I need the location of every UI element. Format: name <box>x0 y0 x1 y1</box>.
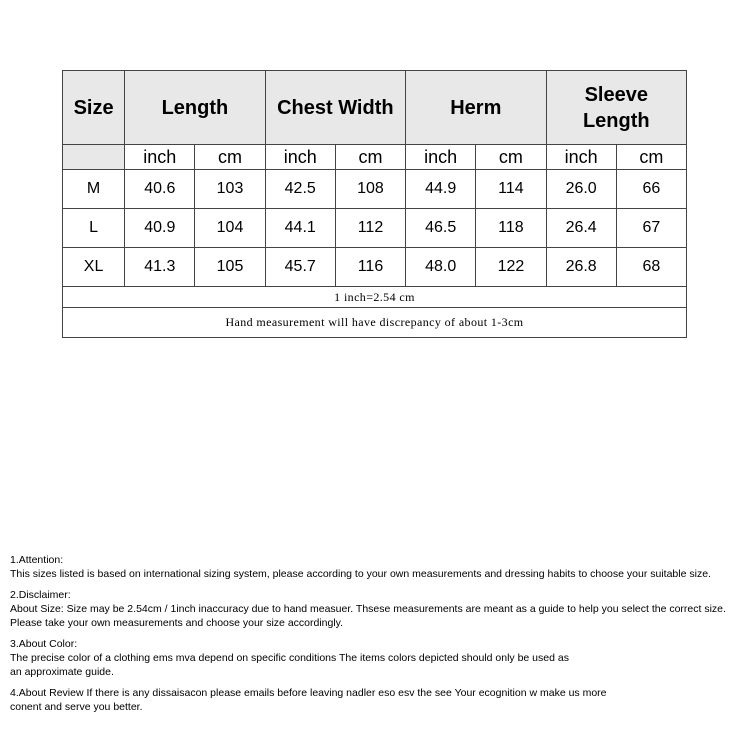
conversion-row <box>63 287 687 308</box>
unit-cell: cm <box>616 145 686 170</box>
value-cell: 41.3 <box>125 248 195 287</box>
attention-note <box>10 553 748 581</box>
size-cell: XL <box>63 248 125 287</box>
value-cell: 26.4 <box>546 209 616 248</box>
value-cell: 26.0 <box>546 170 616 209</box>
value-cell: 122 <box>476 248 546 287</box>
attention-text: This sizes listed is based on international sizing system, please according to your own measurements and dressing habits to choose your suitable size. <box>10 568 711 580</box>
unit-cell: inch <box>406 145 476 170</box>
unit-cell: inch <box>125 145 195 170</box>
size-cell: L <box>63 209 125 248</box>
header-length: Length <box>125 71 265 145</box>
unit-blank-cell <box>63 145 125 170</box>
unit-cell: cm <box>476 145 546 170</box>
size-chart-table <box>62 70 687 338</box>
value-cell: 67 <box>616 209 686 248</box>
value-cell: 104 <box>195 209 265 248</box>
value-cell: 40.6 <box>125 170 195 209</box>
review-note <box>10 686 748 714</box>
value-cell: 68 <box>616 248 686 287</box>
disclaimer-note <box>10 588 748 630</box>
table-row <box>63 170 687 209</box>
unit-cell: cm <box>195 145 265 170</box>
header-herm: Herm <box>406 71 546 145</box>
value-cell: 103 <box>195 170 265 209</box>
value-cell: 45.7 <box>265 248 335 287</box>
unit-cell: cm <box>335 145 405 170</box>
value-cell: 114 <box>476 170 546 209</box>
value-cell: 42.5 <box>265 170 335 209</box>
review-line: conent and serve you better. <box>10 701 143 713</box>
header-sleeve-length <box>546 71 686 145</box>
header-sleeve-line1: Sleeve <box>584 83 648 106</box>
value-cell: 108 <box>335 170 405 209</box>
conversion-note: 1 inch=2.54 cm <box>63 287 687 308</box>
value-cell: 40.9 <box>125 209 195 248</box>
table-row <box>63 248 687 287</box>
disclaimer-line: About Size: Size may be 2.54cm / 1inch inaccuracy due to hand measuer. Thsese measurements are meant as a guide to help you select the correct size. <box>10 603 726 615</box>
notes-section <box>10 553 748 721</box>
disclaimer-line: Please take your own measurements and choose your size accordingly. <box>10 617 344 629</box>
value-cell: 112 <box>335 209 405 248</box>
value-cell: 105 <box>195 248 265 287</box>
value-cell: 48.0 <box>406 248 476 287</box>
value-cell: 116 <box>335 248 405 287</box>
value-cell: 118 <box>476 209 546 248</box>
unit-cell: inch <box>546 145 616 170</box>
table-row <box>63 209 687 248</box>
unit-row <box>63 145 687 170</box>
value-cell: 66 <box>616 170 686 209</box>
header-chest-width: Chest Width <box>265 71 405 145</box>
review-line: 4.About Review If there is any dissaisacon please emails before leaving nadler eso esv the see Your ecognition w make us more <box>10 687 607 699</box>
value-cell: 44.9 <box>406 170 476 209</box>
value-cell: 26.8 <box>546 248 616 287</box>
value-cell: 46.5 <box>406 209 476 248</box>
header-sleeve-line2: Length <box>582 109 650 132</box>
disclaimer-title: 2.Disclaimer: <box>10 589 71 601</box>
header-row <box>63 71 687 145</box>
unit-cell: inch <box>265 145 335 170</box>
measurement-note: Hand measurement will have discrepancy of about 1-3cm <box>63 308 687 338</box>
header-size: Size <box>63 71 125 145</box>
color-title: 3.About Color: <box>10 638 78 650</box>
size-cell: M <box>63 170 125 209</box>
color-note <box>10 637 748 679</box>
color-line: The precise color of a clothing ems mva depend on specific conditions The items colors depicted should only be used as <box>10 652 569 664</box>
value-cell: 44.1 <box>265 209 335 248</box>
color-line: an approximate guide. <box>10 666 114 678</box>
measurement-row <box>63 308 687 338</box>
attention-title: 1.Attention: <box>10 554 64 566</box>
